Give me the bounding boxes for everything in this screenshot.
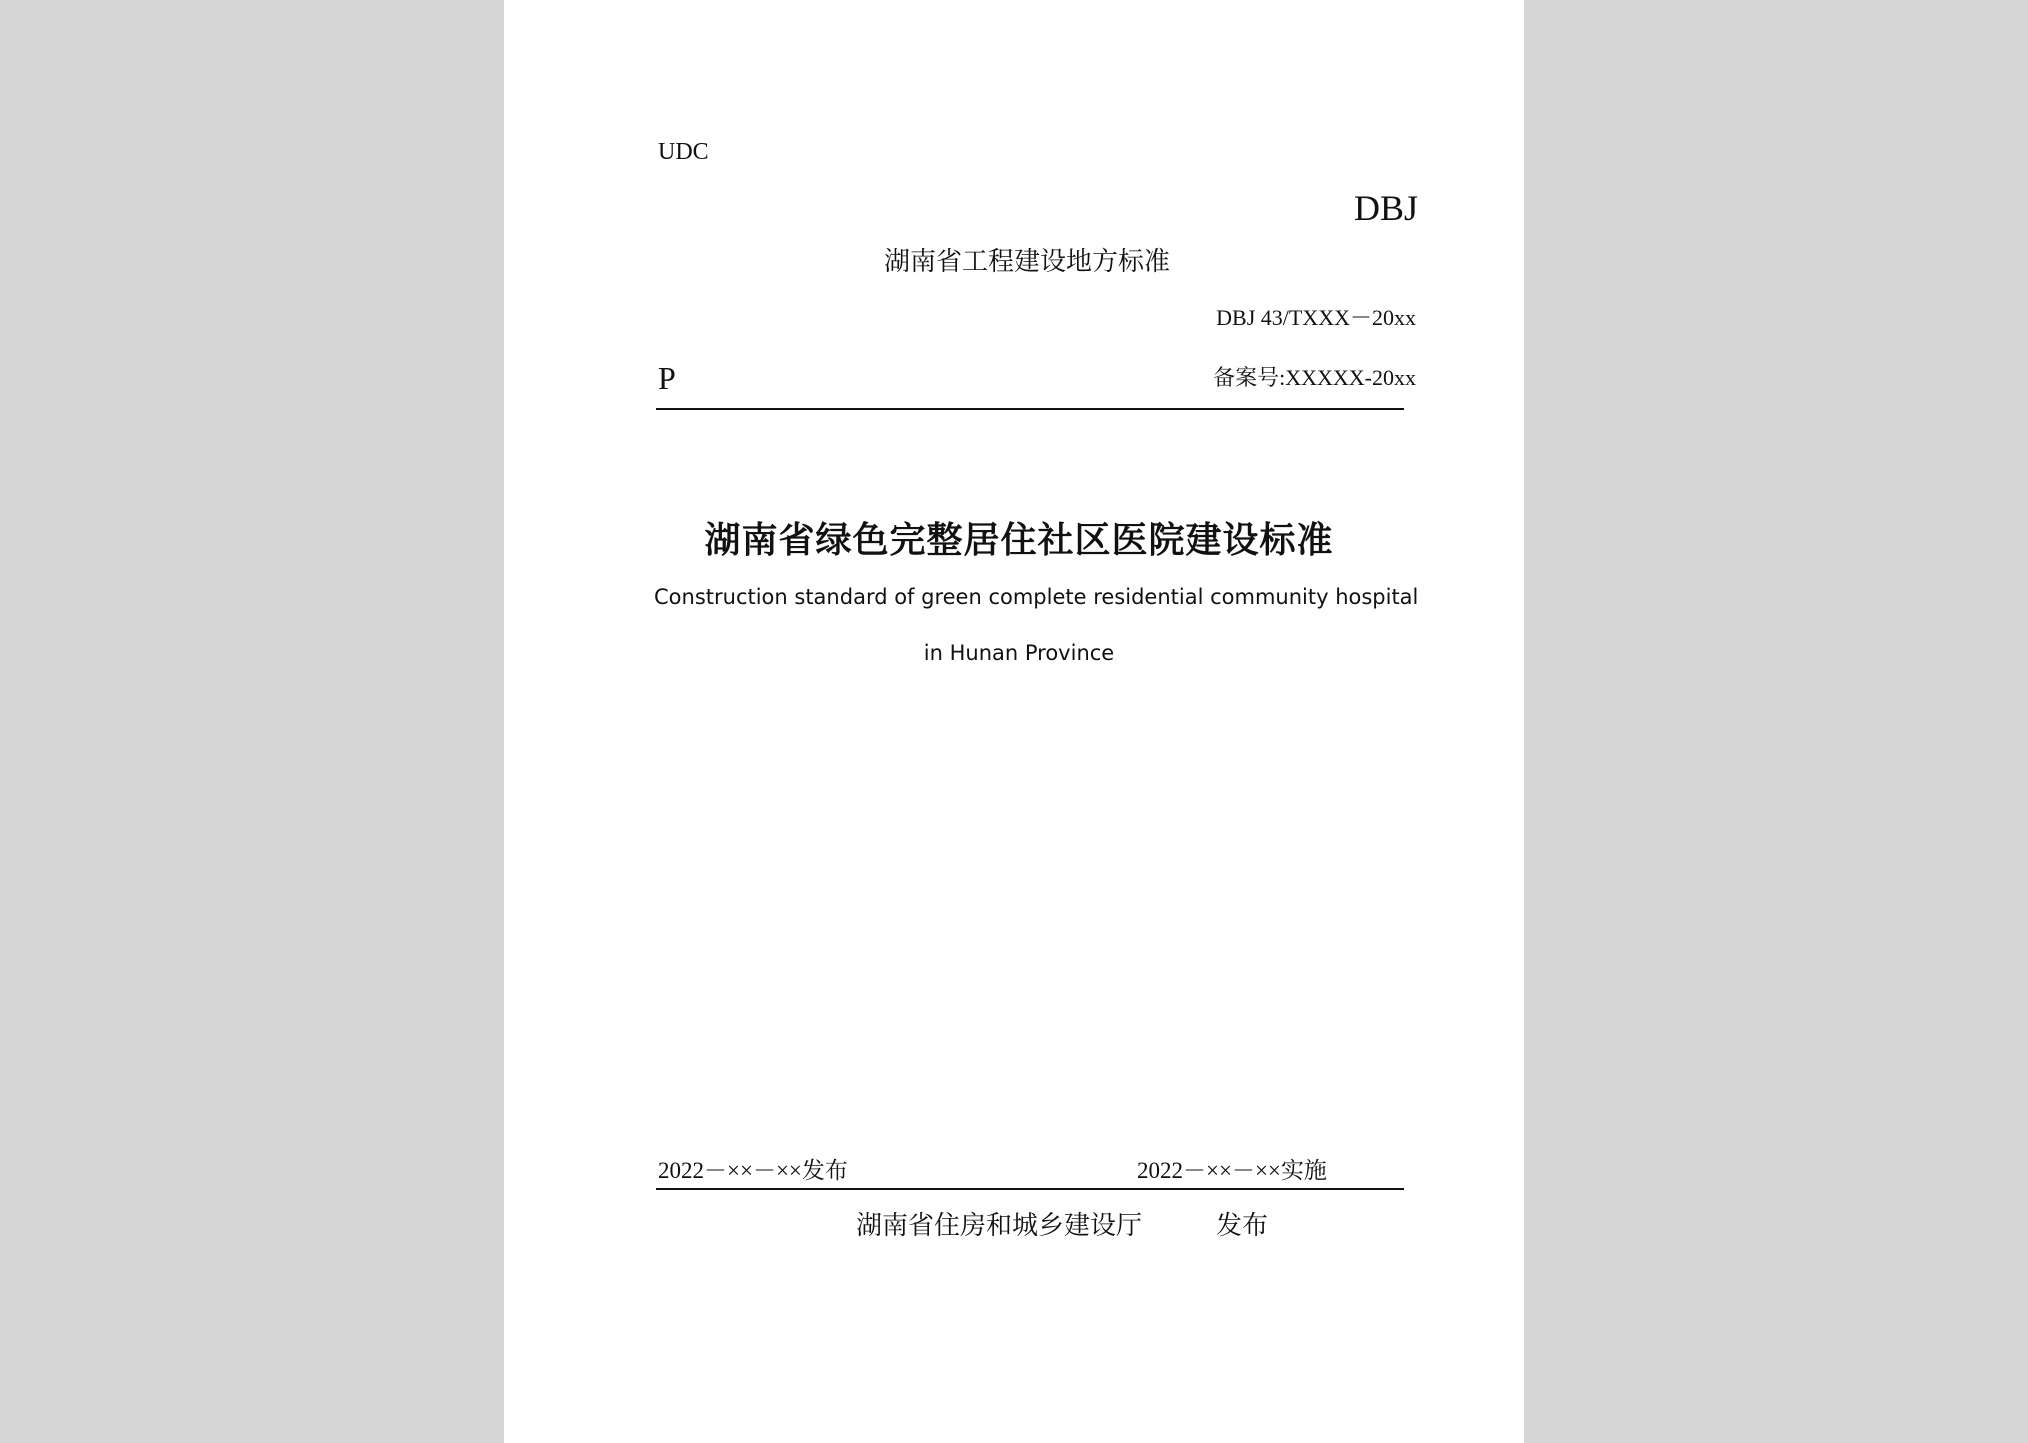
udc-label: UDC bbox=[658, 139, 709, 165]
standard-number: DBJ 43/TXXX－20xx bbox=[1216, 305, 1416, 330]
category-code: DBJ bbox=[1353, 188, 1418, 228]
publish-date: 2022－××－××发布 bbox=[658, 1158, 848, 1183]
implement-date: 2022－××－××实施 bbox=[1137, 1158, 1327, 1183]
header-divider bbox=[656, 408, 1404, 410]
document-page bbox=[504, 0, 1524, 1443]
title-chinese: 湖南省绿色完整居住社区医院建设标准 bbox=[704, 520, 1334, 560]
standard-type: 湖南省工程建设地方标准 bbox=[884, 247, 1171, 276]
publisher: 湖南省住房和城乡建设厅 bbox=[856, 1211, 1143, 1240]
title-english-line1: Construction standard of green complete residential community hospital bbox=[654, 585, 1419, 609]
class-letter: P bbox=[658, 360, 676, 396]
footer-divider bbox=[656, 1188, 1404, 1190]
publish-word: 发布 bbox=[1216, 1211, 1269, 1240]
title-english-line2: in Hunan Province bbox=[923, 641, 1115, 665]
filing-number: 备案号:XXXXX-20xx bbox=[1213, 365, 1416, 390]
